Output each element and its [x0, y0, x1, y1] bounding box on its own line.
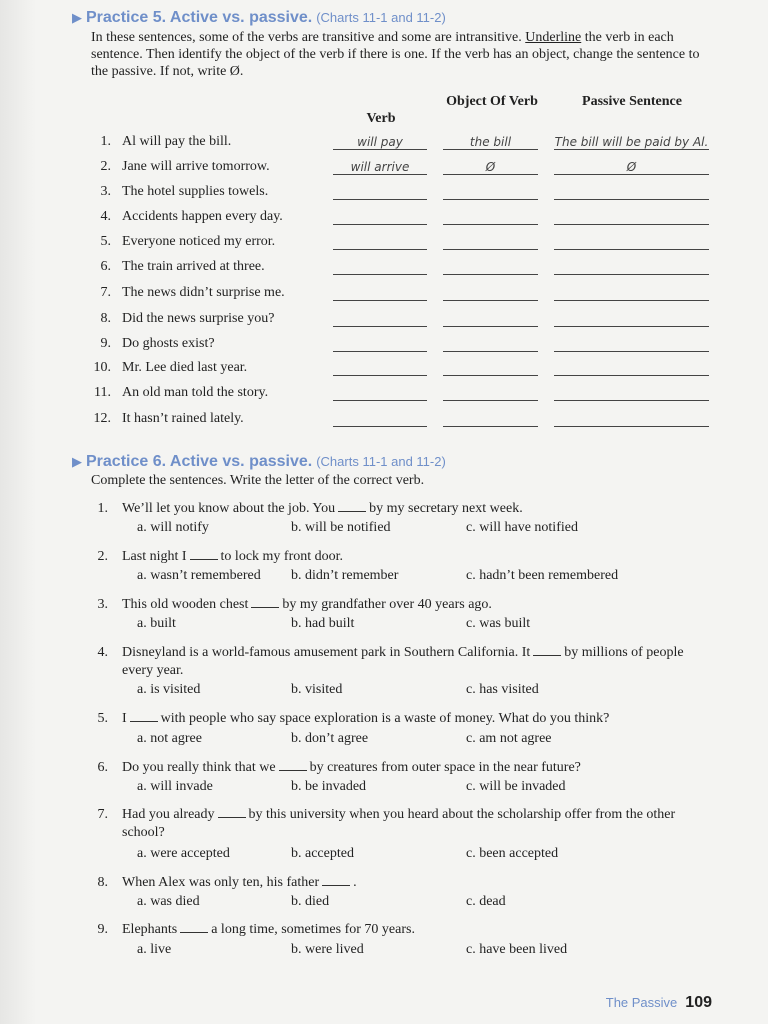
verb-answer-blank[interactable]: [333, 412, 427, 427]
question-number: 7.: [97, 807, 108, 822]
object-answer-blank[interactable]: [443, 185, 538, 200]
item-sentence: Did the news surprise you?: [122, 311, 275, 326]
question-text-after: a long time, sometimes for 70 years.: [211, 922, 415, 937]
exercise-row: [0, 411, 768, 433]
item-sentence: Jane will arrive tomorrow.: [122, 159, 270, 174]
passive-answer-blank[interactable]: [554, 260, 709, 275]
passive-answer-blank[interactable]: [554, 235, 709, 250]
question-number: 8.: [97, 875, 108, 890]
answer-blank[interactable]: [251, 596, 279, 608]
question-text: [122, 548, 712, 566]
arrow-icon: ▶: [72, 10, 82, 25]
item-number: 6.: [100, 259, 111, 274]
option-c[interactable]: c. has visited: [466, 682, 539, 697]
question-number: 9.: [97, 922, 108, 937]
question-text-after: by my secretary next week.: [369, 501, 523, 516]
option-b[interactable]: b. were lived: [291, 942, 364, 957]
practice5-charts-ref: (Charts 11-1 and 11-2): [316, 10, 446, 25]
question-text: [122, 921, 712, 939]
option-c[interactable]: c. been accepted: [466, 846, 559, 861]
verb-answer-blank[interactable]: [333, 260, 427, 275]
option-a[interactable]: a. were accepted: [137, 846, 230, 861]
question-text: [122, 500, 712, 518]
item-number: 11.: [94, 385, 111, 400]
exercise-row: [0, 159, 768, 181]
option-b[interactable]: b. had built: [291, 616, 355, 631]
option-c[interactable]: c. dead: [466, 894, 506, 909]
practice6-heading: Practice 6. Active vs. passive.: [86, 453, 313, 470]
item-number: 8.: [100, 311, 111, 326]
verb-answer-blank[interactable]: [333, 337, 427, 352]
exercise-row: [0, 134, 768, 156]
passive-answer-blank[interactable]: [554, 286, 709, 301]
answer-blank[interactable]: [190, 548, 218, 560]
verb-answer-blank[interactable]: [333, 286, 427, 301]
item-sentence: Everyone noticed my error.: [122, 234, 276, 249]
item-number: 3.: [100, 184, 111, 199]
question-text: [122, 710, 712, 728]
item-number: 1.: [100, 134, 111, 149]
question-text: [122, 644, 712, 680]
practice5-heading: Practice 5. Active vs. passive.: [86, 9, 313, 26]
page-number: 109: [685, 994, 712, 1011]
instructions-text-1: In these sentences, some of the verbs are transitive and some are intransitive.: [91, 30, 526, 45]
passive-answer-blank[interactable]: The bill will be paid by Al.: [554, 135, 709, 149]
item-sentence: Do ghosts exist?: [122, 336, 215, 351]
answer-blank[interactable]: [338, 500, 366, 512]
object-answer-blank[interactable]: [443, 286, 538, 301]
passive-answer-blank[interactable]: [554, 312, 709, 327]
question-text-after: with people who say space exploration is a waste of money. What do you think?: [160, 711, 610, 726]
exercise-row: [0, 285, 768, 307]
question-number: 2.: [97, 549, 108, 564]
option-c[interactable]: c. hadn’t been remembered: [466, 568, 619, 583]
question-number: 4.: [97, 645, 108, 660]
answer-blank[interactable]: [279, 759, 307, 771]
item-number: 10.: [93, 360, 111, 375]
option-b[interactable]: b. died: [291, 894, 330, 909]
option-a[interactable]: a. live: [137, 942, 172, 957]
option-b[interactable]: b. don’t agree: [291, 731, 369, 746]
question-text-before: Do you really think that we: [122, 760, 276, 775]
option-a[interactable]: a. will notify: [137, 520, 209, 535]
question-number: 3.: [97, 597, 108, 612]
object-answer-blank[interactable]: [443, 337, 538, 352]
option-b[interactable]: b. didn’t remember: [291, 568, 399, 583]
answer-blank[interactable]: [130, 710, 158, 722]
chapter-name: The Passive: [605, 995, 678, 1010]
col-passive: Passive Sentence: [582, 94, 682, 109]
exercise-row: [0, 184, 768, 206]
exercise-row: [0, 360, 768, 382]
practice6-charts-ref: (Charts 11-1 and 11-2): [316, 454, 446, 469]
option-a[interactable]: a. not agree: [137, 731, 202, 746]
option-c[interactable]: c. have been lived: [466, 942, 568, 957]
answer-blank[interactable]: [322, 874, 350, 886]
question-number: 1.: [97, 501, 108, 516]
object-answer-blank[interactable]: [443, 312, 538, 327]
passive-answer-blank[interactable]: [554, 337, 709, 352]
item-number: 5.: [100, 234, 111, 249]
question-text: [122, 759, 712, 777]
verb-answer-blank[interactable]: [333, 235, 427, 250]
answer-blank[interactable]: [180, 921, 208, 933]
verb-answer-blank[interactable]: [333, 210, 427, 225]
item-sentence: Accidents happen every day.: [122, 209, 283, 224]
option-b[interactable]: b. accepted: [291, 846, 354, 861]
verb-answer-blank[interactable]: [333, 312, 427, 327]
question-text-before: Disneyland is a world-famous amusement park in Southern California. It: [122, 645, 531, 660]
item-sentence: The train arrived at three.: [122, 259, 265, 274]
item-number: 4.: [100, 209, 111, 224]
option-a[interactable]: a. will invade: [137, 779, 213, 794]
practice5-instructions: [91, 29, 716, 80]
item-sentence: It hasn’t rained lately.: [122, 411, 244, 426]
option-c[interactable]: c. will have notified: [466, 520, 578, 535]
option-a[interactable]: a. built: [137, 616, 176, 631]
question-text-before: This old wooden chest: [122, 597, 249, 612]
question-text-after: by this university when you heard about the scholarship offer from the other school?: [122, 807, 676, 840]
practice5-title: [72, 9, 446, 27]
option-a[interactable]: a. was died: [137, 894, 200, 909]
object-answer-blank[interactable]: the bill: [443, 135, 538, 150]
verb-answer-blank[interactable]: will arrive: [333, 160, 427, 175]
exercise-row: [0, 311, 768, 333]
question-text-before: Last night I: [122, 549, 187, 564]
item-number: 9.: [100, 336, 111, 351]
question-text-after: by my grandfather over 40 years ago.: [282, 597, 492, 612]
question-text: [122, 874, 712, 892]
question-text-after: by creatures from outer space in the near future?: [309, 760, 581, 775]
option-c[interactable]: c. was built: [466, 616, 531, 631]
question-text-before: Had you already: [122, 807, 215, 822]
option-b[interactable]: b. will be notified: [291, 520, 391, 535]
exercise-row: [0, 234, 768, 256]
passive-answer-blank[interactable]: [554, 412, 709, 427]
passive-answer-blank[interactable]: [554, 361, 709, 376]
answer-blank[interactable]: [218, 806, 246, 818]
instructions-underline-word: Underline: [525, 30, 582, 45]
verb-answer-blank[interactable]: will pay: [333, 135, 427, 150]
option-c[interactable]: c. am not agree: [466, 731, 552, 746]
object-answer-blank[interactable]: [443, 235, 538, 250]
practice6-title: [72, 453, 446, 471]
passive-answer-blank[interactable]: Ø: [554, 160, 709, 175]
verb-answer-blank[interactable]: [333, 386, 427, 401]
exercise-row: [0, 209, 768, 231]
arrow-icon: ▶: [72, 454, 82, 469]
item-number: 12.: [93, 411, 111, 426]
instructions-text-2: the verb in each sentence. Then identify the object of the verb if there is one. If the verb has an object, change the sentence to the passive. If not, write Ø.: [91, 30, 700, 79]
item-sentence: The hotel supplies towels.: [122, 184, 269, 199]
item-sentence: An old man told the story.: [122, 385, 269, 400]
item-sentence: The news didn’t surprise me.: [122, 285, 285, 300]
question-text-after: by millions of people every year.: [122, 645, 684, 678]
question-number: 6.: [97, 760, 108, 775]
exercise-row: [0, 385, 768, 407]
question-text-before: When Alex was only ten, his father: [122, 875, 320, 890]
item-number: 2.: [100, 159, 111, 174]
object-answer-blank[interactable]: [443, 386, 538, 401]
answer-blank[interactable]: [533, 644, 561, 656]
practice6-instructions: Complete the sentences. Write the letter of the correct verb.: [91, 473, 425, 488]
object-answer-blank[interactable]: Ø: [443, 160, 538, 175]
question-text-before: We’ll let you know about the job. You: [122, 501, 336, 516]
passive-answer-blank[interactable]: [554, 386, 709, 401]
passive-answer-blank[interactable]: [554, 185, 709, 200]
question-text: [122, 596, 712, 614]
passive-answer-blank[interactable]: [554, 210, 709, 225]
exercise-row: [0, 336, 768, 358]
question-text-after: .: [353, 875, 357, 890]
verb-answer-blank[interactable]: [333, 361, 427, 376]
col-object: Object Of Verb: [446, 94, 538, 109]
question-text: [122, 806, 712, 842]
option-c[interactable]: c. will be invaded: [466, 779, 566, 794]
question-text-after: to lock my front door.: [220, 549, 344, 564]
object-answer-blank[interactable]: [443, 210, 538, 225]
question-text-before: I: [122, 711, 127, 726]
option-b[interactable]: b. be invaded: [291, 779, 367, 794]
question-text-before: Elephants: [122, 922, 178, 937]
object-answer-blank[interactable]: [443, 412, 538, 427]
object-answer-blank[interactable]: [443, 361, 538, 376]
option-a[interactable]: a. wasn’t remembered: [137, 568, 261, 583]
page-footer: [606, 994, 712, 1012]
item-sentence: Mr. Lee died last year.: [122, 360, 248, 375]
col-verb: Verb: [366, 111, 396, 126]
option-b[interactable]: b. visited: [291, 682, 343, 697]
question-number: 5.: [97, 711, 108, 726]
object-answer-blank[interactable]: [443, 260, 538, 275]
exercise-row: [0, 259, 768, 281]
option-a[interactable]: a. is visited: [137, 682, 201, 697]
verb-answer-blank[interactable]: [333, 185, 427, 200]
item-number: 7.: [100, 285, 111, 300]
item-sentence: Al will pay the bill.: [122, 134, 232, 149]
